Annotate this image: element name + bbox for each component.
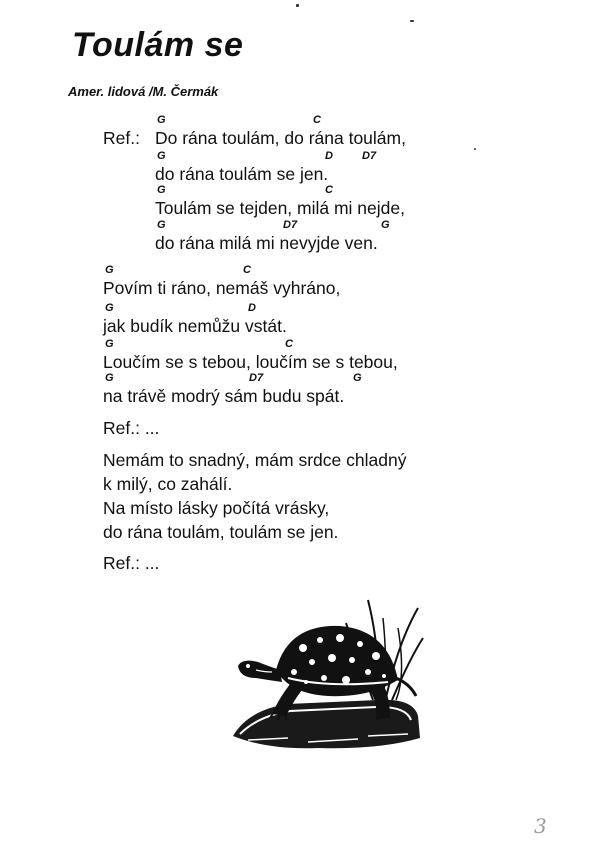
chord: G (157, 184, 166, 196)
chord: C (243, 264, 251, 276)
chord: D7 (362, 150, 377, 162)
refrain-repeat: Ref.: ... (103, 553, 160, 573)
page-number: 3 (534, 814, 547, 838)
chord: D (248, 302, 256, 314)
chord: G (157, 114, 166, 126)
chord: G (381, 219, 390, 231)
lyric-line: Do rána toulám, do rána toulám, (155, 128, 406, 148)
verse2-line-4: do rána toulám, toulám se jen. (103, 522, 339, 542)
chord: D7 (249, 372, 264, 384)
refrain-label: Ref.: (103, 128, 140, 148)
lyric-line: Loučím se s tebou, loučím se s tebou, (103, 352, 398, 372)
turtle-icon (228, 588, 428, 768)
scan-speck (410, 20, 414, 22)
song-title: Toulám se (72, 26, 244, 64)
verse2-line-1: Nemám to snadný, mám srdce chladný (103, 450, 407, 470)
chord: D7 (283, 219, 298, 231)
lyric-line: Toulám se tejden, milá mi nejde, (155, 198, 405, 218)
chord: C (285, 338, 293, 350)
lyric-line: do rána toulám se jen. (155, 164, 329, 184)
verse2-line-3: Na místo lásky počítá vrásky, (103, 498, 330, 518)
lyric-line: Povím ti ráno, nemáš vyhráno, (103, 278, 341, 298)
scan-speck (296, 4, 299, 7)
verse2-line-2: k milý, co zahálí. (103, 474, 233, 494)
chord: G (157, 150, 166, 162)
lyric-line: do rána milá mi nevyjde ven. (155, 233, 378, 253)
lyric-line: na trávě modrý sám budu spát. (103, 386, 345, 406)
chord: G (105, 338, 114, 350)
chord: G (105, 302, 114, 314)
refrain-repeat: Ref.: ... (103, 418, 160, 438)
chord: G (157, 219, 166, 231)
chord: G (105, 264, 114, 276)
lyric-line: jak budík nemůžu vstát. (103, 316, 287, 336)
song-author: Amer. lidová /M. Čermák (68, 84, 219, 99)
chord: D (325, 150, 333, 162)
chord: C (325, 184, 333, 196)
chord: C (313, 114, 321, 126)
chord: G (353, 372, 362, 384)
scan-speck (474, 148, 476, 150)
chord: G (105, 372, 114, 384)
